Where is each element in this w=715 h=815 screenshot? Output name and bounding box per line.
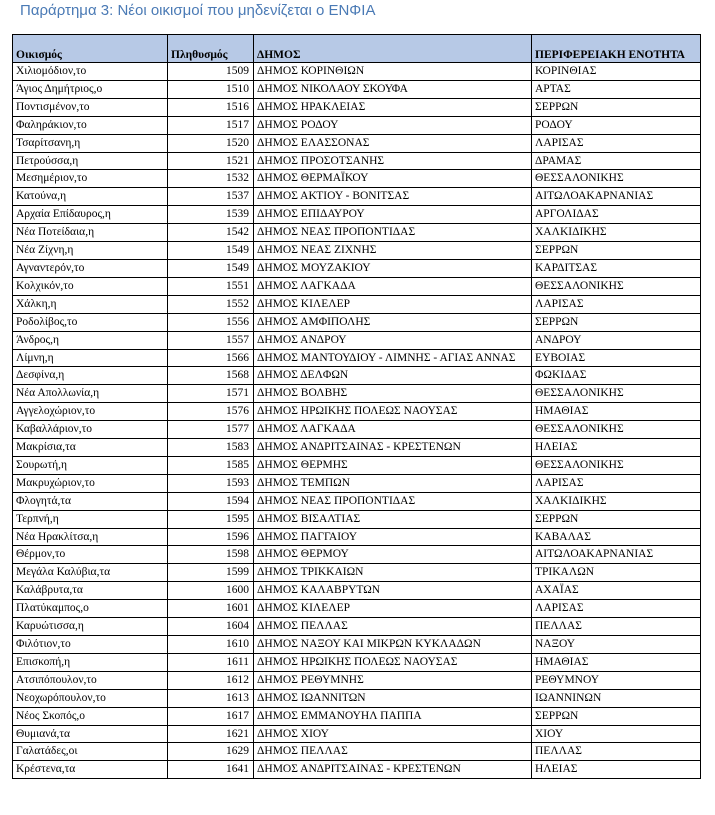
cell-population: 1516 [168, 98, 254, 116]
cell-population: 1610 [168, 636, 254, 654]
cell-municipality: ΔΗΜΟΣ ΕΜΜΑΝΟΥΗΛ ΠΑΠΠΑ [254, 707, 532, 725]
cell-population: 1577 [168, 421, 254, 439]
table-row [13, 313, 701, 331]
table-row [13, 152, 701, 170]
cell-regional-unit: ΝΑΞΟΥ [532, 636, 701, 654]
cell-municipality: ΔΗΜΟΣ ΘΕΡΜΑΪΚΟΥ [254, 170, 532, 188]
cell-settlement: Φλογητά,τα [13, 492, 168, 510]
cell-population: 1583 [168, 439, 254, 457]
cell-municipality: ΔΗΜΟΣ ΝΕΑΣ ΠΡΟΠΟΝΤΙΔΑΣ [254, 224, 532, 242]
cell-population: 1542 [168, 224, 254, 242]
table-row [13, 259, 701, 277]
cell-regional-unit: ΛΑΡΙΣΑΣ [532, 295, 701, 313]
cell-regional-unit: ΚΟΡΙΝΘΙΑΣ [532, 63, 701, 81]
cell-settlement: Νεοχωρόπουλον,το [13, 689, 168, 707]
table-row [13, 474, 701, 492]
table-row [13, 98, 701, 116]
cell-regional-unit: ΛΑΡΙΣΑΣ [532, 600, 701, 618]
cell-municipality: ΔΗΜΟΣ ΕΛΑΣΣΟΝΑΣ [254, 134, 532, 152]
cell-settlement: Μεσημέριον,το [13, 170, 168, 188]
cell-population: 1557 [168, 331, 254, 349]
header-regional-unit: ΠΕΡΙΦΕΡΕΙΑΚΗ ΕΝΟΤΗΤΑ [532, 35, 701, 63]
cell-settlement: Ποντισμένον,το [13, 98, 168, 116]
table-row [13, 63, 701, 81]
cell-settlement: Κρέστενα,τα [13, 761, 168, 779]
cell-municipality: ΔΗΜΟΣ ΝΑΞΟΥ ΚΑΙ ΜΙΚΡΩΝ ΚΥΚΛΑΔΩΝ [254, 636, 532, 654]
cell-municipality: ΔΗΜΟΣ ΡΕΘΥΜΝΗΣ [254, 671, 532, 689]
cell-regional-unit: ΛΑΡΙΣΑΣ [532, 134, 701, 152]
table-row [13, 277, 701, 295]
cell-regional-unit: ΘΕΣΣΑΛΟΝΙΚΗΣ [532, 456, 701, 474]
cell-regional-unit: ΑΙΤΩΛΟΑΚΑΡΝΑΝΙΑΣ [532, 188, 701, 206]
cell-settlement: Πετρούσσα,η [13, 152, 168, 170]
table-row [13, 653, 701, 671]
cell-regional-unit: ΚΑΒΑΛΑΣ [532, 528, 701, 546]
cell-regional-unit: ΑΧΑΪΑΣ [532, 582, 701, 600]
table-row [13, 295, 701, 313]
cell-settlement: Νέα Ποτείδαια,η [13, 224, 168, 242]
cell-settlement: Καλάβρυτα,τα [13, 582, 168, 600]
cell-population: 1611 [168, 653, 254, 671]
table-row [13, 618, 701, 636]
cell-municipality: ΔΗΜΟΣ ΤΕΜΠΩΝ [254, 474, 532, 492]
table-row [13, 492, 701, 510]
cell-settlement: Τερπνή,η [13, 510, 168, 528]
cell-regional-unit: ΑΙΤΩΛΟΑΚΑΡΝΑΝΙΑΣ [532, 546, 701, 564]
cell-population: 1549 [168, 242, 254, 260]
cell-regional-unit: ΧΑΛΚΙΔΙΚΗΣ [532, 492, 701, 510]
cell-population: 1593 [168, 474, 254, 492]
cell-settlement: Καβαλλάριον,το [13, 421, 168, 439]
cell-settlement: Μεγάλα Καλύβια,τα [13, 564, 168, 582]
cell-settlement: Ατσιπόπουλον,το [13, 671, 168, 689]
cell-population: 1551 [168, 277, 254, 295]
table-row [13, 224, 701, 242]
table-row [13, 385, 701, 403]
cell-settlement: Αρχαία Επίδαυρος,η [13, 206, 168, 224]
cell-settlement: Καρυώτισσα,η [13, 618, 168, 636]
cell-population: 1621 [168, 725, 254, 743]
cell-population: 1596 [168, 528, 254, 546]
cell-population: 1576 [168, 403, 254, 421]
table-header-row [13, 35, 701, 63]
cell-municipality: ΔΗΜΟΣ ΕΠΙΔΑΥΡΟΥ [254, 206, 532, 224]
cell-municipality: ΔΗΜΟΣ ΗΡΑΚΛΕΙΑΣ [254, 98, 532, 116]
cell-municipality: ΔΗΜΟΣ ΔΕΛΦΩΝ [254, 367, 532, 385]
document-caption: Παράρτημα 3: Νέοι οικισμοί που μηδενίζεται ο ΕΝΦΙΑ [20, 2, 376, 19]
table-row [13, 242, 701, 260]
cell-settlement: Νέα Απολλωνία,η [13, 385, 168, 403]
cell-regional-unit: ΘΕΣΣΑΛΟΝΙΚΗΣ [532, 277, 701, 295]
table-row [13, 600, 701, 618]
table-row [13, 546, 701, 564]
cell-regional-unit: ΤΡΙΚΑΛΩΝ [532, 564, 701, 582]
cell-population: 1552 [168, 295, 254, 313]
cell-regional-unit: ΣΕΡΡΩΝ [532, 98, 701, 116]
cell-population: 1641 [168, 761, 254, 779]
table-row [13, 188, 701, 206]
cell-regional-unit: ΙΩΑΝΝΙΝΩΝ [532, 689, 701, 707]
header-settlement: Οικισμός [13, 35, 168, 63]
cell-municipality: ΔΗΜΟΣ ΑΝΔΡΙΤΣΑΙΝΑΣ - ΚΡΕΣΤΕΝΩΝ [254, 761, 532, 779]
cell-municipality: ΔΗΜΟΣ ΗΡΩΙΚΗΣ ΠΟΛΕΩΣ ΝΑΟΥΣΑΣ [254, 403, 532, 421]
cell-population: 1539 [168, 206, 254, 224]
cell-population: 1537 [168, 188, 254, 206]
cell-municipality: ΔΗΜΟΣ ΑΝΔΡΙΤΣΑΙΝΑΣ - ΚΡΕΣΤΕΝΩΝ [254, 439, 532, 457]
cell-population: 1509 [168, 63, 254, 81]
cell-regional-unit: ΘΕΣΣΑΛΟΝΙΚΗΣ [532, 385, 701, 403]
cell-population: 1566 [168, 349, 254, 367]
cell-settlement: Φαληράκιον,το [13, 116, 168, 134]
cell-settlement: Κολχικόν,το [13, 277, 168, 295]
cell-population: 1629 [168, 743, 254, 761]
table-row [13, 134, 701, 152]
cell-population: 1517 [168, 116, 254, 134]
cell-population: 1568 [168, 367, 254, 385]
cell-regional-unit: ΚΑΡΔΙΤΣΑΣ [532, 259, 701, 277]
header-population: Πληθυσμός [168, 35, 254, 63]
cell-municipality: ΔΗΜΟΣ ΛΑΓΚΑΔΑ [254, 277, 532, 295]
cell-municipality: ΔΗΜΟΣ ΚΟΡΙΝΘΙΩΝ [254, 63, 532, 81]
cell-settlement: Ροδολίβος,το [13, 313, 168, 331]
cell-regional-unit: ΗΛΕΙΑΣ [532, 439, 701, 457]
cell-municipality: ΔΗΜΟΣ ΑΜΦΙΠΟΛΗΣ [254, 313, 532, 331]
cell-regional-unit: ΠΕΛΛΑΣ [532, 618, 701, 636]
cell-regional-unit: ΣΕΡΡΩΝ [532, 242, 701, 260]
cell-regional-unit: ΘΕΣΣΑΛΟΝΙΚΗΣ [532, 170, 701, 188]
cell-settlement: Μακρίσια,τα [13, 439, 168, 457]
cell-population: 1585 [168, 456, 254, 474]
cell-settlement: Θυμιανά,τα [13, 725, 168, 743]
cell-municipality: ΔΗΜΟΣ ΚΙΛΕΛΕΡ [254, 295, 532, 313]
cell-population: 1549 [168, 259, 254, 277]
cell-settlement: Τσαρίτσανη,η [13, 134, 168, 152]
cell-municipality: ΔΗΜΟΣ ΚΑΛΑΒΡΥΤΩΝ [254, 582, 532, 600]
cell-municipality: ΔΗΜΟΣ ΒΟΛΒΗΣ [254, 385, 532, 403]
cell-settlement: Λίμνη,η [13, 349, 168, 367]
cell-population: 1510 [168, 80, 254, 98]
cell-municipality: ΔΗΜΟΣ ΡΟΔΟΥ [254, 116, 532, 134]
table-row [13, 671, 701, 689]
cell-regional-unit: ΧΙΟΥ [532, 725, 701, 743]
cell-regional-unit: ΧΑΛΚΙΔΙΚΗΣ [532, 224, 701, 242]
cell-regional-unit: ΠΕΛΛΑΣ [532, 743, 701, 761]
cell-settlement: Γαλατάδες,οι [13, 743, 168, 761]
table-row [13, 116, 701, 134]
cell-population: 1594 [168, 492, 254, 510]
cell-regional-unit: ΗΜΑΘΙΑΣ [532, 403, 701, 421]
cell-regional-unit: ΗΜΑΘΙΑΣ [532, 653, 701, 671]
cell-population: 1617 [168, 707, 254, 725]
cell-settlement: Χάλκη,η [13, 295, 168, 313]
table-row [13, 725, 701, 743]
cell-regional-unit: ΘΕΣΣΑΛΟΝΙΚΗΣ [532, 421, 701, 439]
cell-population: 1604 [168, 618, 254, 636]
cell-settlement: Κατούνα,η [13, 188, 168, 206]
cell-regional-unit: ΕΥΒΟΙΑΣ [532, 349, 701, 367]
header-municipality: ΔΗΜΟΣ [254, 35, 532, 63]
cell-settlement: Θέρμον,το [13, 546, 168, 564]
cell-municipality: ΔΗΜΟΣ ΝΕΑΣ ΖΙΧΝΗΣ [254, 242, 532, 260]
cell-settlement: Επισκοπή,η [13, 653, 168, 671]
cell-settlement: Πλατύκαμπος,ο [13, 600, 168, 618]
table-row [13, 707, 701, 725]
cell-municipality: ΔΗΜΟΣ ΘΕΡΜΟΥ [254, 546, 532, 564]
cell-municipality: ΔΗΜΟΣ ΙΩΑΝΝΙΤΩΝ [254, 689, 532, 707]
cell-municipality: ΔΗΜΟΣ ΝΙΚΟΛΑΟΥ ΣΚΟΥΦΑ [254, 80, 532, 98]
cell-settlement: Χιλιομόδιον,το [13, 63, 168, 81]
cell-regional-unit: ΑΡΓΟΛΙΔΑΣ [532, 206, 701, 224]
table-row [13, 439, 701, 457]
table-row [13, 331, 701, 349]
cell-population: 1532 [168, 170, 254, 188]
table-row [13, 349, 701, 367]
cell-settlement: Νέα Ηρακλίτσα,η [13, 528, 168, 546]
cell-regional-unit: ΑΝΔΡΟΥ [532, 331, 701, 349]
cell-settlement: Νέα Ζίχνη,η [13, 242, 168, 260]
cell-regional-unit: ΡΕΘΥΜΝΟΥ [532, 671, 701, 689]
table-row [13, 421, 701, 439]
cell-settlement: Δεσφίνα,η [13, 367, 168, 385]
table-row [13, 689, 701, 707]
cell-municipality: ΔΗΜΟΣ ΘΕΡΜΗΣ [254, 456, 532, 474]
cell-regional-unit: ΛΑΡΙΣΑΣ [532, 474, 701, 492]
cell-regional-unit: ΗΛΕΙΑΣ [532, 761, 701, 779]
cell-population: 1600 [168, 582, 254, 600]
cell-municipality: ΔΗΜΟΣ ΧΙΟΥ [254, 725, 532, 743]
cell-municipality: ΔΗΜΟΣ ΜΟΥΖΑΚΙΟΥ [254, 259, 532, 277]
cell-population: 1612 [168, 671, 254, 689]
cell-municipality: ΔΗΜΟΣ ΤΡΙΚΚΑΙΩΝ [254, 564, 532, 582]
table-row [13, 456, 701, 474]
cell-regional-unit: ΑΡΤΑΣ [532, 80, 701, 98]
cell-population: 1595 [168, 510, 254, 528]
table-row [13, 170, 701, 188]
cell-settlement: Μακρυχώριον,το [13, 474, 168, 492]
cell-population: 1599 [168, 564, 254, 582]
cell-municipality: ΔΗΜΟΣ ΗΡΩΙΚΗΣ ΠΟΛΕΩΣ ΝΑΟΥΣΑΣ [254, 653, 532, 671]
cell-municipality: ΔΗΜΟΣ ΑΚΤΙΟΥ - ΒΟΝΙΤΣΑΣ [254, 188, 532, 206]
cell-municipality: ΔΗΜΟΣ ΠΕΛΛΑΣ [254, 743, 532, 761]
table-row [13, 761, 701, 779]
cell-municipality: ΔΗΜΟΣ ΛΑΓΚΑΔΑ [254, 421, 532, 439]
cell-regional-unit: ΣΕΡΡΩΝ [532, 313, 701, 331]
table-row [13, 510, 701, 528]
settlements-table [12, 34, 701, 779]
cell-regional-unit: ΦΩΚΙΔΑΣ [532, 367, 701, 385]
table-row [13, 636, 701, 654]
table-row [13, 564, 701, 582]
cell-population: 1556 [168, 313, 254, 331]
cell-population: 1521 [168, 152, 254, 170]
cell-settlement: Άγιος Δημήτριος,ο [13, 80, 168, 98]
cell-settlement: Σουρωτή,η [13, 456, 168, 474]
cell-municipality: ΔΗΜΟΣ ΒΙΣΑΛΤΙΑΣ [254, 510, 532, 528]
cell-population: 1601 [168, 600, 254, 618]
cell-municipality: ΔΗΜΟΣ ΚΙΛΕΛΕΡ [254, 600, 532, 618]
table-row [13, 403, 701, 421]
cell-settlement: Αγγελοχώριον,το [13, 403, 168, 421]
cell-municipality: ΔΗΜΟΣ ΜΑΝΤΟΥΔΙΟΥ - ΛΙΜΝΗΣ - ΑΓΙΑΣ ΑΝΝΑΣ [254, 349, 532, 367]
cell-settlement: Νέος Σκοπός,ο [13, 707, 168, 725]
table-row [13, 206, 701, 224]
cell-population: 1598 [168, 546, 254, 564]
cell-population: 1520 [168, 134, 254, 152]
table-row [13, 367, 701, 385]
cell-municipality: ΔΗΜΟΣ ΑΝΔΡΟΥ [254, 331, 532, 349]
table-row [13, 582, 701, 600]
cell-municipality: ΔΗΜΟΣ ΠΡΟΣΟΤΣΑΝΗΣ [254, 152, 532, 170]
cell-regional-unit: ΡΟΔΟΥ [532, 116, 701, 134]
cell-population: 1613 [168, 689, 254, 707]
cell-settlement: Άνδρος,η [13, 331, 168, 349]
cell-municipality: ΔΗΜΟΣ ΝΕΑΣ ΠΡΟΠΟΝΤΙΔΑΣ [254, 492, 532, 510]
cell-settlement: Φιλότιον,το [13, 636, 168, 654]
cell-population: 1571 [168, 385, 254, 403]
table-row [13, 80, 701, 98]
cell-settlement: Αγναντερόν,το [13, 259, 168, 277]
cell-regional-unit: ΣΕΡΡΩΝ [532, 510, 701, 528]
cell-municipality: ΔΗΜΟΣ ΠΕΛΛΑΣ [254, 618, 532, 636]
cell-municipality: ΔΗΜΟΣ ΠΑΓΓΑΙΟΥ [254, 528, 532, 546]
cell-regional-unit: ΣΕΡΡΩΝ [532, 707, 701, 725]
cell-regional-unit: ΔΡΑΜΑΣ [532, 152, 701, 170]
table-row [13, 743, 701, 761]
table-row [13, 528, 701, 546]
